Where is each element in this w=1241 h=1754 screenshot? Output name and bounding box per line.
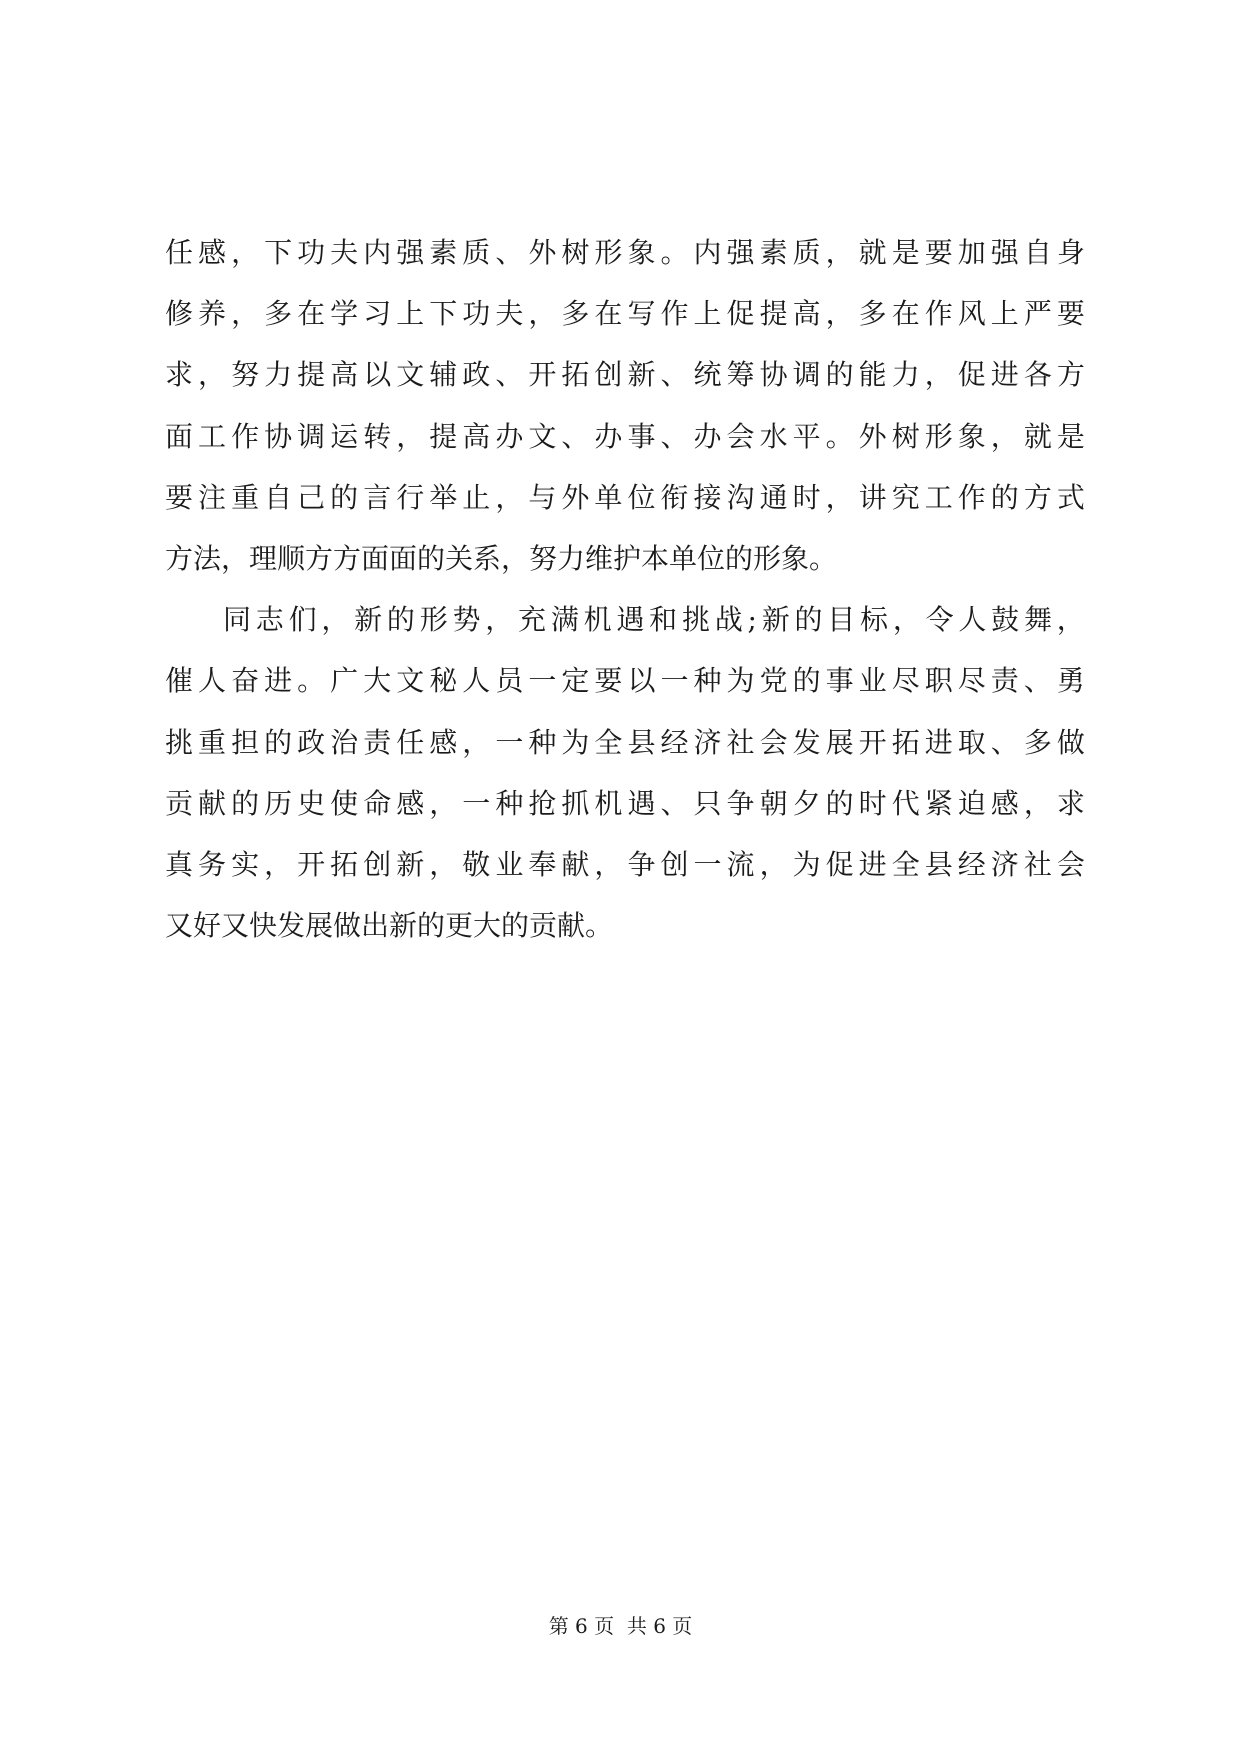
page-footer xyxy=(0,1612,1241,1640)
text-line: 挑 重 担 的 政 治 责 任 感 ， 一 种 为 全 县 经 济 社 会 发 展 开 拓 进 取 、 多 做 xyxy=(165,725,1085,759)
text-line: 又好又快发展做出新的更大的贡献。 xyxy=(165,909,614,943)
document-body xyxy=(165,222,1085,956)
paragraph-2 xyxy=(165,589,1085,956)
text-line: 方法，理顺方方面面的关系，努力维护本单位的形象。 xyxy=(165,541,838,575)
page-number-label: 第 6 页 共 6 页 xyxy=(548,1614,693,1638)
text-line: 真 务 实 ， 开 拓 创 新 ， 敬 业 奉 献 ， 争 创 一 流 ， 为 促 进 全 县 经 济 社 会 xyxy=(165,847,1085,881)
text-line: 催 人 奋 进 。 广 大 文 秘 人 员 一 定 要 以 一 种 为 党 的 事 业 尽 职 尽 责 、 勇 xyxy=(165,664,1085,698)
text-line: 修 养 ， 多 在 学 习 上 下 功 夫 ， 多 在 写 作 上 促 提 高 ， 多 在 作 风 上 严 要 xyxy=(165,297,1085,331)
text-line: 任 感 ， 下 功 夫 内 强 素 质 、 外 树 形 象 。 内 强 素 质 ， 就 是 要 加 强 自 身 xyxy=(165,236,1085,269)
text-line: 求 ， 努 力 提 高 以 文 辅 政 、 开 拓 创 新 、 统 筹 协 调 的 能 力 ， 促 进 各 方 xyxy=(165,358,1085,392)
text-line: 面 工 作 协 调 运 转 ， 提 高 办 文 、 办 事 、 办 会 水 平 。 外 树 形 象 ， 就 是 xyxy=(165,419,1085,453)
text-line: 要 注 重 自 己 的 言 行 举 止 ， 与 外 单 位 衔 接 沟 通 时 ， 讲 究 工 作 的 方 式 xyxy=(165,480,1085,514)
text-line: 贡 献 的 历 史 使 命 感 ， 一 种 抢 抓 机 遇 、 只 争 朝 夕 的 时 代 紧 迫 感 ， 求 xyxy=(165,786,1085,820)
text-line: 同 志 们 ， 新 的 形 势 ， 充 满 机 遇 和 挑 战 ; 新 的 目 标 ， 令 人 鼓 舞 ， xyxy=(223,603,1085,637)
paragraph-1 xyxy=(165,222,1085,589)
